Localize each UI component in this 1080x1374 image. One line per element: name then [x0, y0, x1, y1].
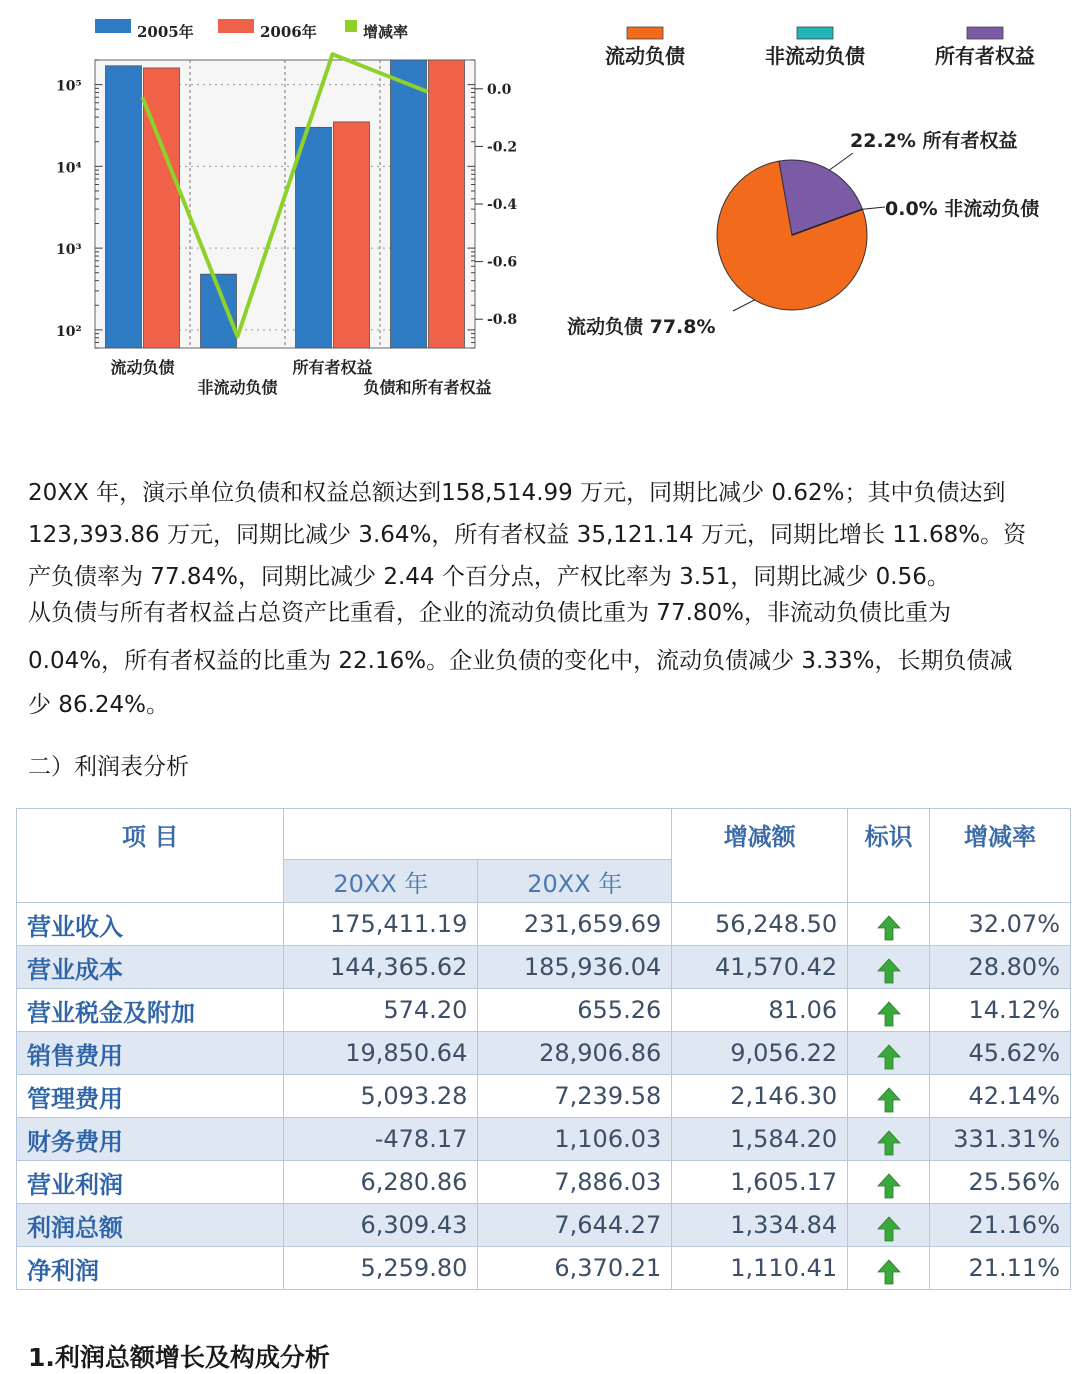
row-rate: 25.56% — [930, 1161, 1071, 1204]
table-row — [17, 1247, 1071, 1290]
category-label-2: 所有者权益 — [292, 358, 373, 377]
bar-chart-legend — [95, 19, 408, 41]
row-name: 营业税金及附加 — [17, 989, 284, 1032]
category-label-1: 非流动负债 — [197, 378, 278, 397]
left-tick-3: 10² — [56, 323, 82, 340]
row-y2: 231,659.69 — [478, 903, 672, 946]
bar-1-2 — [334, 122, 370, 348]
table-row — [17, 1075, 1071, 1118]
row-flag — [848, 1075, 930, 1118]
row-change: 9,056.22 — [672, 1032, 848, 1075]
legend-swatch-1 — [218, 19, 254, 33]
row-flag — [848, 1247, 930, 1290]
row-flag — [848, 903, 930, 946]
row-y1: 6,309.43 — [284, 1204, 478, 1247]
row-rate: 42.14% — [930, 1075, 1071, 1118]
row-change: 2,146.30 — [672, 1075, 848, 1118]
pie-label-noncurrent: 0.0% 非流动负债 — [885, 198, 1040, 220]
up-arrow-icon — [877, 1216, 901, 1242]
bar-0-2 — [296, 127, 332, 348]
pie-legend-swatch-2 — [967, 27, 1003, 39]
row-change: 1,584.20 — [672, 1118, 848, 1161]
pie-legend-label-0: 流动负债 — [605, 44, 685, 68]
row-y1: 574.20 — [284, 989, 478, 1032]
pie-chart-legend — [605, 27, 1035, 68]
up-arrow-icon — [877, 958, 901, 984]
row-y1: 5,093.28 — [284, 1075, 478, 1118]
row-y2: 7,886.03 — [478, 1161, 672, 1204]
pie-leader-noncurrent — [862, 207, 885, 209]
row-y2: 6,370.21 — [478, 1247, 672, 1290]
left-tick-2: 10³ — [56, 242, 82, 259]
paragraph-line-1: 20XX 年，演示单位负债和权益总额达到158,514.99 万元，同期比减少 0.62%；其中负债达到 — [28, 480, 1006, 506]
header-years-group — [284, 809, 672, 860]
row-change: 1,605.17 — [672, 1161, 848, 1204]
row-rate: 331.31% — [930, 1118, 1071, 1161]
row-flag — [848, 1204, 930, 1247]
bar-chart — [40, 10, 520, 405]
pie-legend-swatch-1 — [797, 27, 833, 39]
right-tick-1: -0.2 — [487, 139, 518, 156]
row-y2: 28,906.86 — [478, 1032, 672, 1075]
pie-leader-owner — [829, 153, 853, 170]
paragraph-line-2: 123,393.86 万元，同期比减少 3.64%，所有者权益 35,121.14 万元，同期比增长 11.68%。资 — [28, 522, 1027, 548]
table-row — [17, 1032, 1071, 1075]
row-y2: 185,936.04 — [478, 946, 672, 989]
row-name: 管理费用 — [17, 1075, 284, 1118]
row-flag — [848, 1161, 930, 1204]
up-arrow-icon — [877, 1259, 901, 1285]
row-name: 营业收入 — [17, 903, 284, 946]
header-flag: 标识 — [848, 809, 930, 903]
row-y1: 19,850.64 — [284, 1032, 478, 1075]
pie-slices — [717, 160, 867, 310]
row-rate: 32.07% — [930, 903, 1071, 946]
paragraph-line-3: 产负债率为 77.84%，同期比减少 2.44 个百分点，产权比率为 3.51，同期比减少 0.56。 — [28, 564, 950, 590]
up-arrow-icon — [877, 1001, 901, 1027]
legend-swatch-0 — [95, 19, 131, 33]
bar-1-3 — [429, 60, 465, 348]
pie-label-current: 流动负债 77.8% — [567, 316, 716, 338]
bar-0-3 — [391, 60, 427, 348]
legend-label-1: 2006年 — [260, 23, 317, 41]
header-year-2: 20XX 年 — [478, 860, 672, 903]
row-change: 1,334.84 — [672, 1204, 848, 1247]
row-rate: 21.16% — [930, 1204, 1071, 1247]
header-rate: 增减率 — [930, 809, 1071, 903]
right-tick-4: -0.8 — [487, 312, 518, 329]
table-row — [17, 1118, 1071, 1161]
row-y1: -478.17 — [284, 1118, 478, 1161]
row-y1: 6,280.86 — [284, 1161, 478, 1204]
up-arrow-icon — [877, 915, 901, 941]
pie-legend-label-2: 所有者权益 — [935, 44, 1035, 68]
row-name: 营业利润 — [17, 1161, 284, 1204]
profit-table-body — [17, 903, 1071, 1290]
up-arrow-icon — [877, 1173, 901, 1199]
legend-label-2: 增减率 — [363, 23, 409, 41]
pie-leader-current — [733, 300, 755, 311]
table-row — [17, 903, 1071, 946]
up-arrow-icon — [877, 1044, 901, 1070]
header-change: 增减额 — [672, 809, 848, 903]
row-y1: 175,411.19 — [284, 903, 478, 946]
category-label-3: 负债和所有者权益 — [363, 378, 492, 397]
row-change: 1,110.41 — [672, 1247, 848, 1290]
table-row — [17, 1204, 1071, 1247]
row-name: 营业成本 — [17, 946, 284, 989]
pie-chart — [555, 15, 1075, 355]
row-rate: 14.12% — [930, 989, 1071, 1032]
row-flag — [848, 1032, 930, 1075]
profit-table — [16, 808, 1071, 1290]
bar-category-labels — [110, 358, 491, 397]
row-change: 41,570.42 — [672, 946, 848, 989]
bar-0-0 — [106, 66, 142, 348]
right-tick-0: 0.0 — [487, 81, 512, 98]
row-flag — [848, 989, 930, 1032]
row-y2: 655.26 — [478, 989, 672, 1032]
row-y2: 7,239.58 — [478, 1075, 672, 1118]
row-name: 财务费用 — [17, 1118, 284, 1161]
row-flag — [848, 946, 930, 989]
row-y1: 144,365.62 — [284, 946, 478, 989]
row-y2: 7,644.27 — [478, 1204, 672, 1247]
table-row — [17, 946, 1071, 989]
left-tick-0: 10⁵ — [56, 78, 82, 95]
right-tick-2: -0.4 — [487, 197, 518, 213]
right-tick-3: -0.6 — [487, 254, 518, 271]
row-flag — [848, 1118, 930, 1161]
pie-legend-swatch-0 — [627, 27, 663, 39]
section-title: 二）利润表分析 — [28, 754, 189, 780]
left-tick-1: 10⁴ — [56, 160, 82, 177]
row-change: 81.06 — [672, 989, 848, 1032]
legend-label-0: 2005年 — [137, 23, 194, 41]
table-row — [17, 989, 1071, 1032]
paragraph-line-5: 0.04%，所有者权益的比重为 22.16%。企业负债的变化中，流动负债减少 3.33%，长期负债减 — [28, 648, 1013, 674]
up-arrow-icon — [877, 1087, 901, 1113]
category-label-0: 流动负债 — [110, 358, 175, 377]
table-row — [17, 1161, 1071, 1204]
row-name: 净利润 — [17, 1247, 284, 1290]
up-arrow-icon — [877, 1130, 901, 1156]
row-y2: 1,106.03 — [478, 1118, 672, 1161]
row-rate: 45.62% — [930, 1032, 1071, 1075]
header-year-1: 20XX 年 — [284, 860, 478, 903]
paragraph-line-4: 从负债与所有者权益占总资产比重看，企业的流动负债比重为 77.80%，非流动负债比重为 — [28, 600, 952, 626]
pie-label-owner: 22.2% 所有者权益 — [850, 130, 1018, 152]
row-name: 销售费用 — [17, 1032, 284, 1075]
row-y1: 5,259.80 — [284, 1247, 478, 1290]
row-name: 利润总额 — [17, 1204, 284, 1247]
paragraph-line-6: 少 86.24%。 — [28, 692, 170, 718]
pie-legend-label-1: 非流动负债 — [765, 44, 865, 68]
row-rate: 21.11% — [930, 1247, 1071, 1290]
row-change: 56,248.50 — [672, 903, 848, 946]
row-rate: 28.80% — [930, 946, 1071, 989]
legend-swatch-2 — [345, 20, 357, 32]
header-item: 项 目 — [17, 809, 284, 903]
heading-profit-analysis: 1.利润总额增长及构成分析 — [28, 1343, 330, 1372]
